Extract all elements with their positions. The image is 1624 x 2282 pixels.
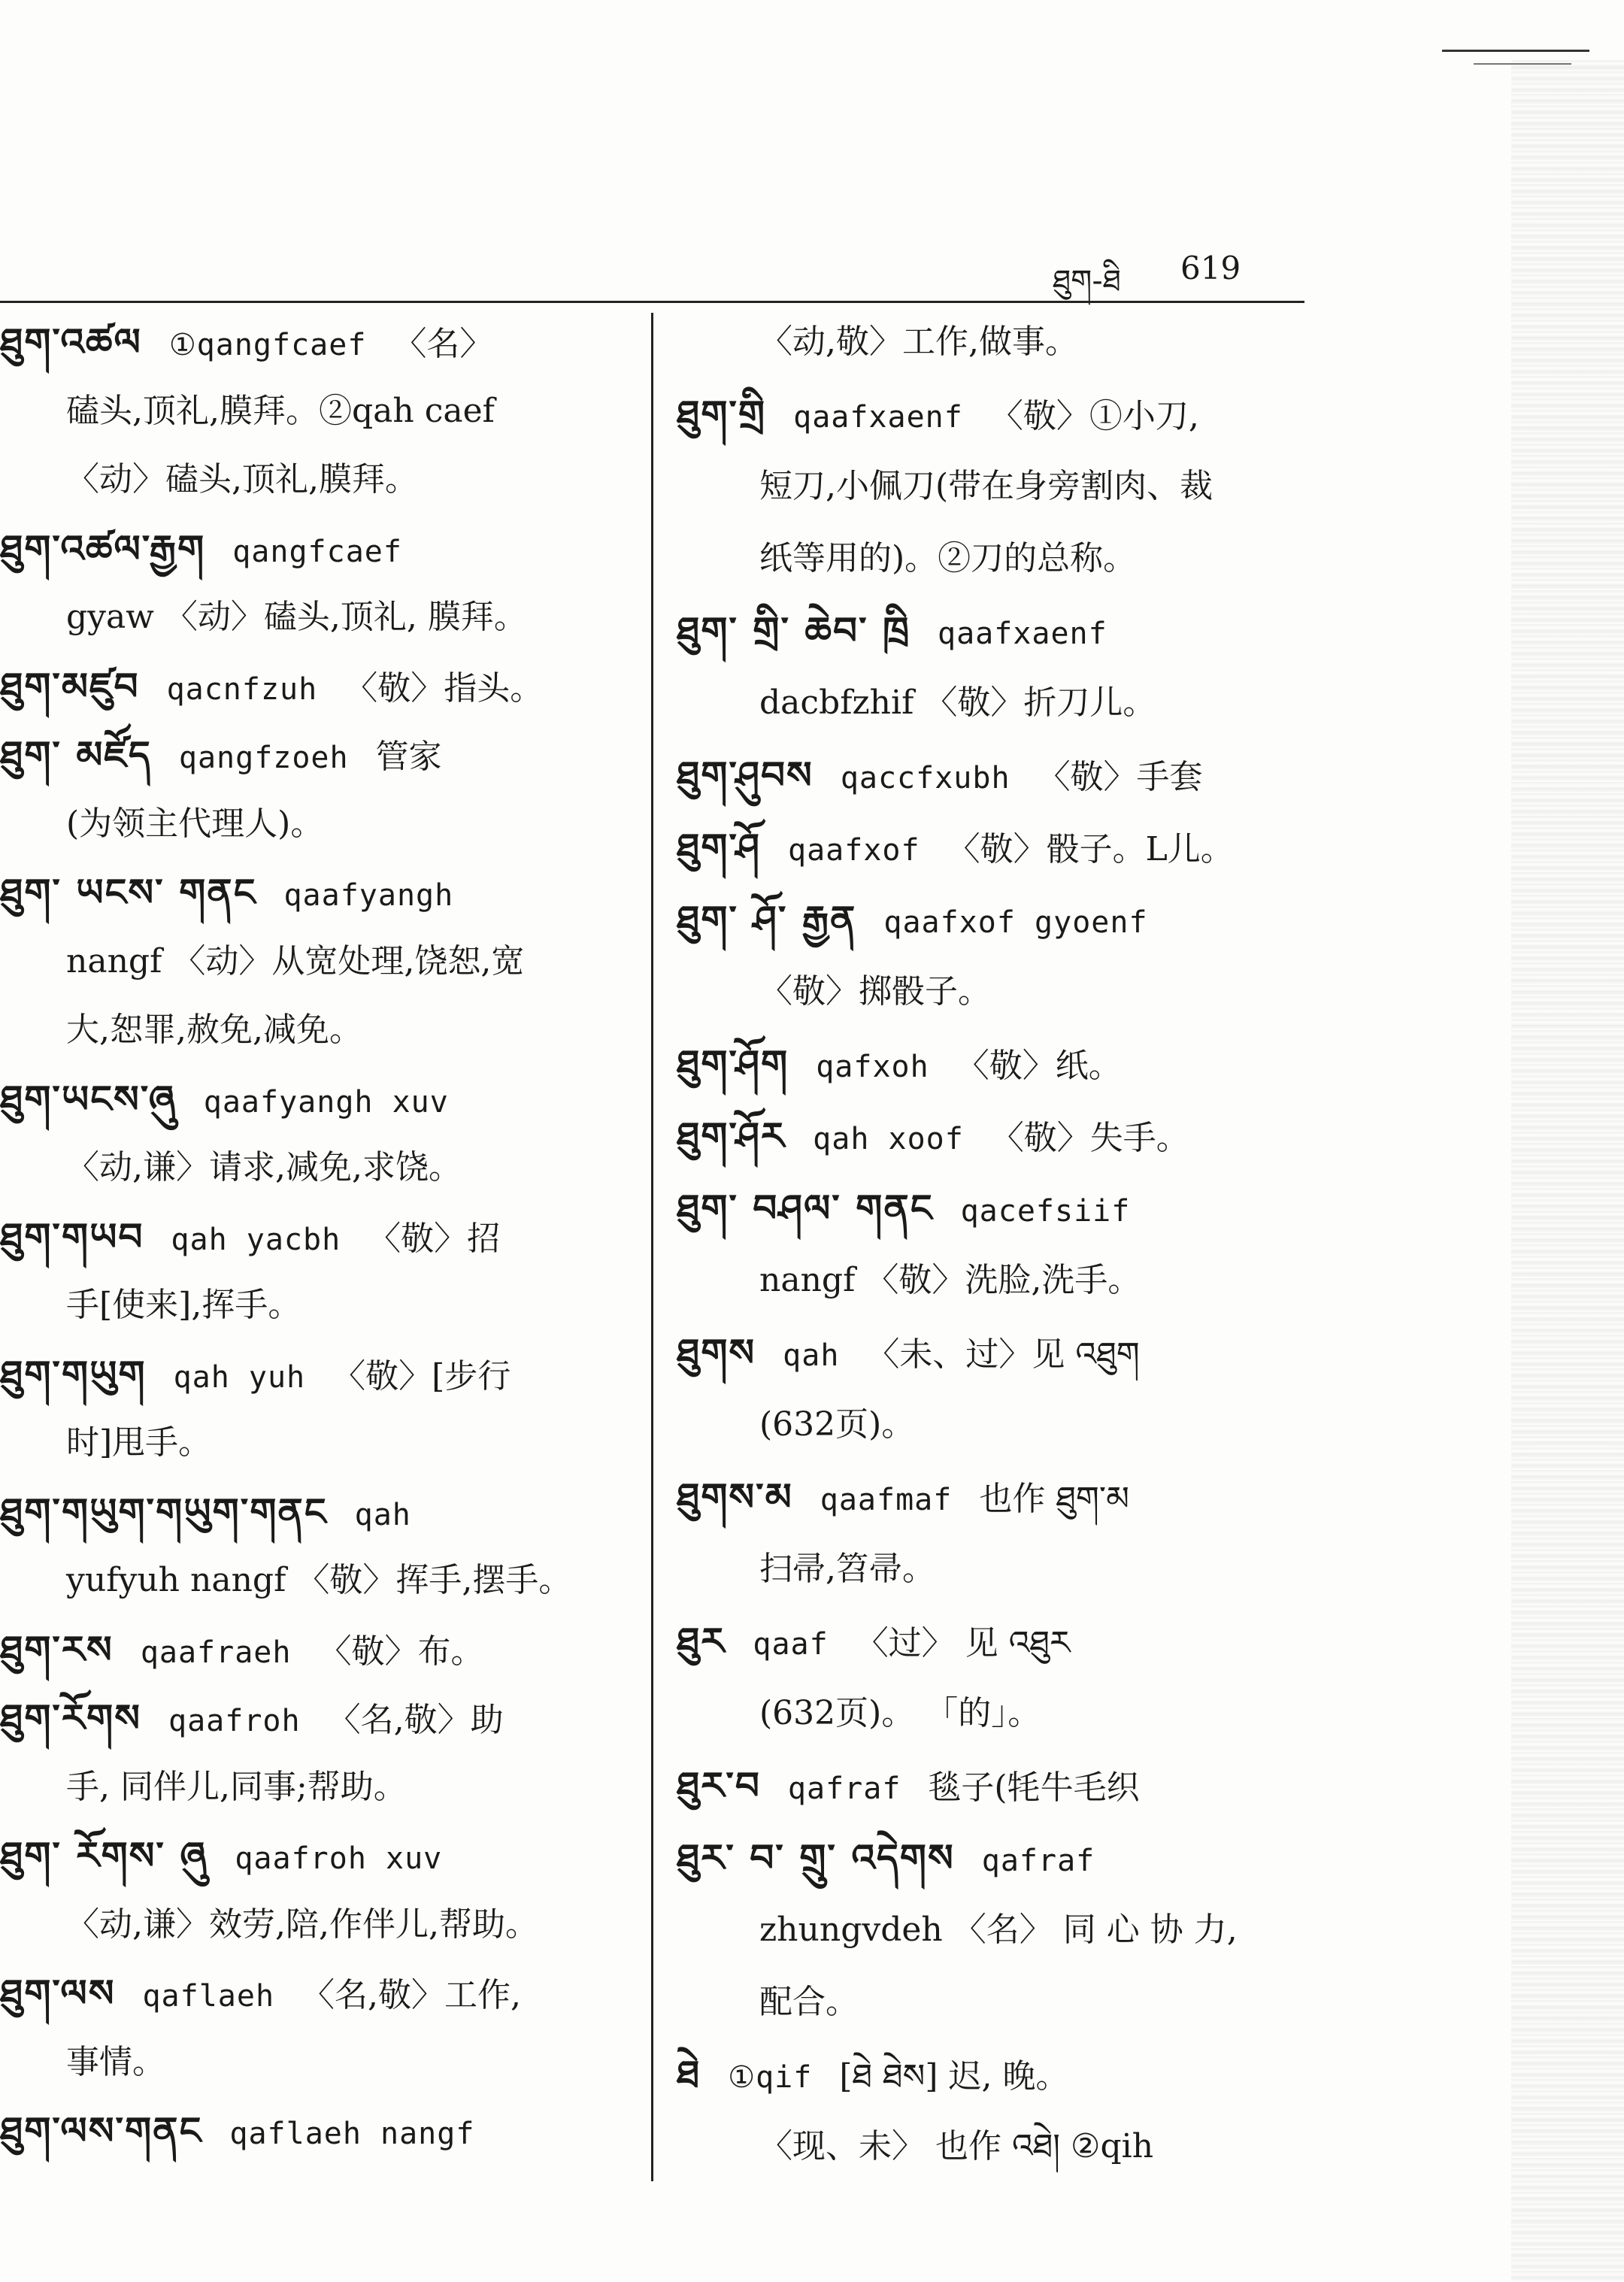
page-number: 619 [1180, 250, 1241, 286]
entry-headword-line [0, 729, 639, 781]
definition-text: 〈敬〉纸。 [956, 1047, 1122, 1085]
tibetan-headword: ཐུག་ གྲི་ ཆེབ་ ཁྲི [677, 609, 910, 653]
entry-continuation-line [0, 453, 639, 506]
entry-continuation-line [677, 316, 1312, 368]
tibetan-headword: ཐུར [677, 1620, 726, 1663]
entry-continuation-line [0, 1899, 639, 1951]
entry-headword-line [677, 893, 1312, 946]
definition-text: zhungvdeh 〈名〉 同 心 协 力, [759, 1911, 1238, 1949]
entry-continuation-line [677, 532, 1312, 585]
definition-text: 磕头,顶礼,膜拜。②qah caef [66, 391, 495, 430]
romanization: qaafraeh [140, 1635, 292, 1670]
tibetan-headword: ཐུག་གཡུག་གཡུག་གནང [0, 1490, 328, 1534]
entry-continuation-line [0, 385, 639, 438]
tibetan-headword: ཐུག་ རོགས་ ཞུ [0, 1834, 208, 1877]
romanization: qangfcaef [232, 534, 402, 569]
tibetan-headword: ཐུག་གྲི [677, 392, 767, 436]
romanization: qaafroh [168, 1704, 301, 1738]
definition-text: 事情。 [66, 2042, 165, 2081]
entry-continuation-line [0, 2036, 639, 2089]
entry-headword-line [677, 1182, 1312, 1235]
entry-headword-line [0, 1829, 639, 1882]
tibetan-headword: ཐུག་ མཛོད [0, 733, 152, 777]
tibetan-headword: ཐུག་ལས་གནང [0, 2109, 203, 2153]
entry-continuation-line [0, 1761, 639, 1814]
romanization: ①qif [728, 2060, 813, 2095]
entry-continuation-line [677, 1254, 1312, 1307]
romanization: ①qangfcaef [168, 328, 367, 362]
definition-text: 〈敬〉布。 [318, 1632, 484, 1671]
romanization: qaafyangh xuv [203, 1084, 449, 1120]
tibetan-headword: ཐུག་རོགས [0, 1696, 141, 1740]
romanization: qaflaeh [142, 1979, 275, 2014]
definition-text: 毯子(牦牛毛织 [928, 1768, 1140, 1807]
definition-text: 〈动,谦〉效劳,陪,作伴儿,帮助。 [66, 1905, 538, 1944]
definition-text: 纸等用的)。②刀的总称。 [759, 539, 1137, 577]
entry-headword-line [0, 660, 639, 713]
tibetan-headword: ཐུག་ཡངས་ཞུ [0, 1077, 177, 1121]
definition-text: 扫帚,笤帚。 [759, 1550, 935, 1588]
entry-headword-line [0, 316, 639, 368]
entry-headword-line [0, 523, 639, 575]
romanization: qah xoof [813, 1122, 964, 1156]
definition-text: 〈敬〉掷骰子。 [759, 972, 991, 1011]
tibetan-headword: ཐུག་གཡབ [0, 1214, 144, 1259]
romanization: qaafxaenf [937, 617, 1107, 651]
entry-headword-line [0, 1348, 639, 1401]
entry-continuation-line [677, 1543, 1312, 1596]
romanization: qafraf [787, 1771, 901, 1806]
romanization: qaaf [753, 1627, 829, 1662]
entry-continuation-line [0, 1554, 639, 1607]
entry-headword-line [677, 1615, 1312, 1668]
entry-continuation-line [677, 1687, 1312, 1740]
entry-headword-line [0, 1486, 639, 1538]
definition-text: 手[使来],挥手。 [66, 1286, 301, 1324]
definition-text: 短刀,小佩刀(带在身旁割肉、裁 [759, 467, 1213, 505]
entry-headword-line [0, 866, 639, 919]
definition-text: 手, 同伴儿,同事;帮助。 [66, 1767, 407, 1806]
definition-text: nangf 〈动〉从宽处理,饶恕,宽 [66, 941, 525, 980]
tibetan-headword: ཐུག་ལས [0, 1971, 116, 2015]
entry-continuation-line [677, 1399, 1312, 1451]
definition-text: 〈敬〉骰子。L儿。 [947, 830, 1234, 868]
tibetan-headword: ཐུགས་མ [677, 1475, 793, 1519]
entry-continuation-line [677, 2120, 1312, 2173]
entry-continuation-line [0, 1004, 639, 1056]
tibetan-headword: ཐུག་ བཤལ་ གནང [677, 1186, 934, 1230]
romanization: qacnfzuh [166, 671, 318, 707]
entry-headword-line [677, 1038, 1312, 1090]
romanization: qafraf [981, 1844, 1095, 1878]
entry-continuation-line [677, 460, 1312, 513]
definition-text: nangf 〈敬〉洗脸,洗手。 [759, 1261, 1141, 1299]
entry-continuation-line [0, 1141, 639, 1194]
tibetan-headword: ཐུག་ ཤོ་ རྒྱན [677, 898, 857, 941]
definition-text: 〈名〉 [393, 325, 493, 363]
header-rule [0, 301, 1304, 303]
entry-continuation-line [0, 1279, 639, 1332]
definition-text: 也作 ཐུག་མ [979, 1480, 1129, 1518]
tibetan-headword: ཐུར་ བ་ གྲུ་ འདེགས [677, 1836, 955, 1880]
definition-text: 大,恕罪,赦免,减免。 [66, 1011, 362, 1049]
entry-headword-line [0, 1211, 639, 1263]
entry-headword-line [677, 1326, 1312, 1379]
definition-text: 〈动,敬〉工作,做事。 [759, 323, 1078, 361]
tibetan-headword: ཐུར་བ [677, 1764, 761, 1808]
romanization: qah [354, 1497, 411, 1532]
tibetan-headword: ཐུག་མཛུབ [0, 664, 140, 708]
entry-headword-line [677, 1110, 1312, 1162]
definition-text: 〈敬〉[步行 [332, 1356, 511, 1396]
entry-headword-line [0, 1692, 639, 1744]
definition-text: 配合。 [759, 1983, 859, 2021]
entry-continuation-line [677, 1976, 1312, 2029]
definition-text: gyaw 〈动〉磕头,顶礼, 膜拜。 [66, 598, 527, 636]
page-header [977, 242, 1278, 299]
definition-text: yufyuh nangf 〈敬〉挥手,摆手。 [66, 1561, 572, 1599]
romanization: qah [783, 1338, 840, 1373]
definition-text: 〈敬〉指头。 [344, 668, 544, 708]
tibetan-headword: ཐུག་རས [0, 1627, 114, 1671]
definition-text: 〈动〉磕头,顶礼,膜拜。 [66, 460, 418, 499]
header-range: ཐུག-ཐི [1053, 264, 1121, 299]
definition-text: 〈现、未〉 也作 འཐེ། ②qih [759, 2127, 1154, 2165]
definition-text: 〈敬〉招 [368, 1219, 501, 1258]
entry-headword-line [677, 1832, 1312, 1884]
entry-headword-line [0, 1623, 639, 1676]
romanization: qaccfxubh [840, 761, 1010, 796]
entry-headword-line [0, 1967, 639, 2020]
romanization: qaafyangh [283, 878, 454, 913]
entry-continuation-line [0, 591, 639, 644]
entry-headword-line [677, 605, 1312, 657]
entry-headword-line [677, 388, 1312, 441]
definition-text: 〈过〉 见 འཐུར [855, 1624, 1071, 1662]
tibetan-headword: ཐུག་ ཡངས་ གནང [0, 871, 257, 914]
romanization: qaafxof [788, 833, 920, 868]
definition-text: 管家 [375, 738, 442, 776]
column-divider [651, 313, 653, 2181]
definition-text: (632页)。 [759, 1405, 915, 1444]
entry-headword-line [677, 1759, 1312, 1812]
romanization: qaflaeh nangf [229, 2117, 475, 2151]
tibetan-headword: ཐུག་ཤོག [677, 1042, 789, 1086]
romanization: qaafroh xuv [235, 1841, 443, 1876]
entry-headword-line [677, 821, 1312, 874]
romanization: qacefsiif [960, 1194, 1131, 1229]
definition-text: 〈名,敬〉助 [327, 1701, 504, 1739]
entry-continuation-line [677, 1904, 1312, 1956]
romanization: qafxoh [816, 1050, 929, 1084]
tibetan-headword: ཐུག་ཤོར [677, 1114, 786, 1158]
tibetan-headword: ཐུག་ཤུབས [677, 753, 814, 797]
romanization: qangfzoeh [178, 741, 349, 775]
tibetan-headword: ཐུག་འཚལ [0, 320, 142, 364]
definition-text: [ཐེ ཐེས] 迟, 晚。 [839, 2057, 1069, 2096]
definition-text: dacbfzhif 〈敬〉折刀儿。 [759, 683, 1156, 722]
page-edge-shadow [1511, 60, 1624, 2282]
romanization: qaafmaf [820, 1483, 953, 1517]
entry-continuation-line [0, 798, 639, 850]
romanization: qah yacbh [171, 1222, 341, 1257]
definition-text: 〈敬〉手套 [1037, 758, 1203, 796]
definition-text: 〈动,谦〉请求,减免,求饶。 [66, 1148, 462, 1186]
tibetan-headword: ཐེ [677, 2053, 701, 2096]
definition-text: 〈敬〉①小刀, [989, 397, 1199, 435]
tibetan-headword: ཐུག་གཡུག [0, 1352, 147, 1396]
definition-text: 〈未、过〉见 འཐུག [866, 1335, 1140, 1374]
entry-headword-line [677, 1471, 1312, 1523]
entry-continuation-line [677, 965, 1312, 1018]
definition-text: (632页)。 「的」。 [759, 1694, 1041, 1732]
entry-headword-line [0, 1073, 639, 1126]
definition-text: 〈敬〉失手。 [990, 1119, 1189, 1157]
tibetan-headword: ཐུགས [677, 1331, 756, 1374]
definition-text: (为领主代理人)。 [66, 804, 324, 843]
corner-rule [1442, 50, 1589, 52]
definition-text: 时]甩手。 [66, 1423, 212, 1462]
romanization: qah yuh [173, 1359, 306, 1395]
entry-continuation-line [0, 935, 639, 988]
entry-continuation-line [0, 1417, 639, 1469]
entry-headword-line [677, 2048, 1312, 2101]
definition-text: 〈名,敬〉工作, [301, 1976, 522, 2014]
entry-headword-line [0, 2105, 639, 2157]
romanization: qaafxaenf [793, 400, 963, 435]
entry-continuation-line [677, 677, 1312, 729]
romanization: qaafxof gyoenf [883, 905, 1148, 940]
tibetan-headword: ཐུག་འཚལ་རྒྱག [0, 526, 206, 571]
entry-headword-line [677, 749, 1312, 802]
tibetan-headword: ཐུག་ཤོ [677, 826, 761, 869]
